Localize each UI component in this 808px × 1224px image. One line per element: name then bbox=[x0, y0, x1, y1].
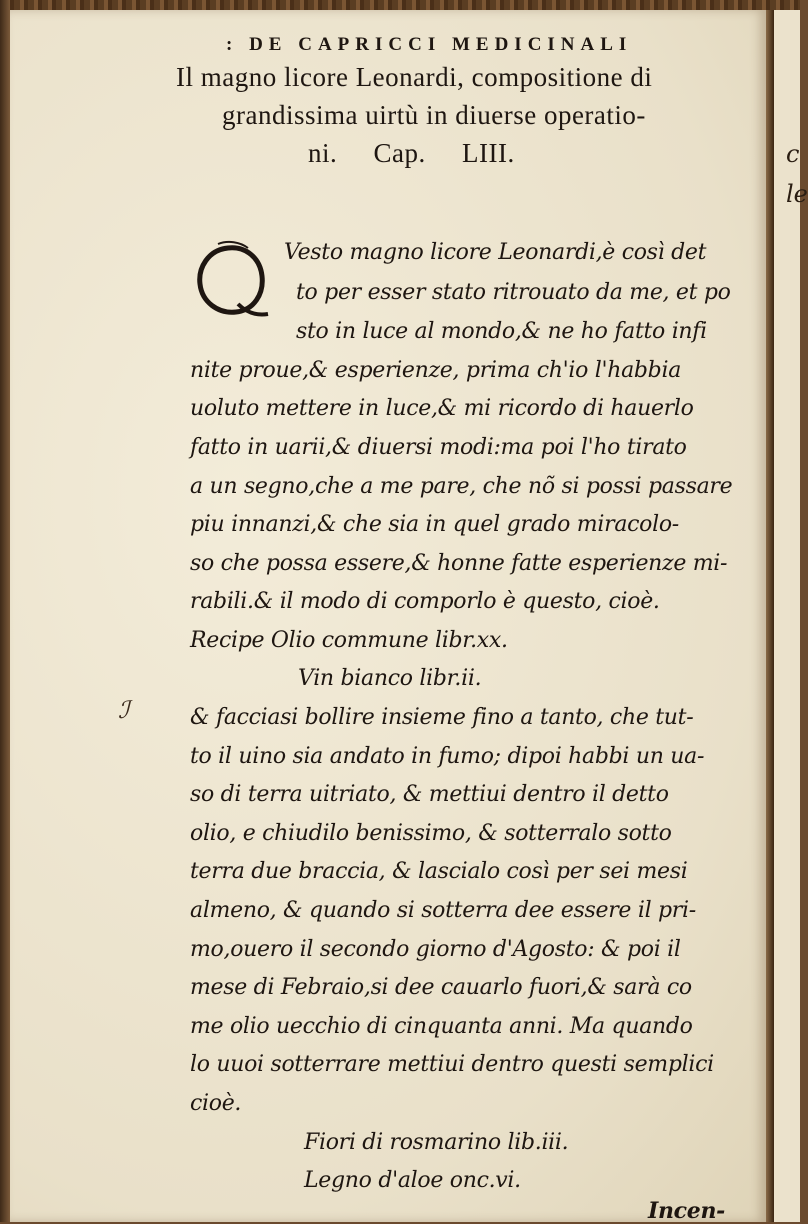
text-line: so che possa essere,& honne fatte esperienze mi- bbox=[190, 551, 728, 576]
book-left-edge bbox=[0, 0, 10, 1222]
facing-page-fragment: c bbox=[786, 140, 800, 168]
text-line: fatto in uarii,& diuersi modi:ma poi l'ho tirato bbox=[190, 435, 687, 460]
text-line: rabili.& il modo di comporlo è questo, cioè. bbox=[190, 589, 660, 614]
drop-cap-initial bbox=[188, 240, 274, 322]
text-line: olio, e chiudilo benissimo, & sotterralo sotto bbox=[190, 821, 672, 846]
chapter-title-line: ni. Cap. LIII. bbox=[308, 138, 515, 168]
text-line: piu innanzi,& che sia in quel grado miracolo- bbox=[190, 512, 679, 537]
chapter-title-line: grandissima uirtù in diuerse operatio- bbox=[222, 100, 646, 130]
text-line: a un segno,che a me pare, che nõ si possi passare bbox=[190, 474, 733, 499]
text-line: terra due braccia, & lascialo così per sei mesi bbox=[190, 859, 688, 884]
text-line: nite proue,& esperienze, prima ch'io l'habbia bbox=[190, 358, 682, 383]
drop-cap-letter: Q bbox=[216, 296, 217, 297]
recipe-ingredient: Vin bianco libr.ii. bbox=[298, 666, 482, 691]
text-line: cioè. bbox=[190, 1091, 242, 1116]
facing-page-edge bbox=[774, 10, 808, 1222]
recipe-ingredient: Fiori di rosmarino lib.iii. bbox=[304, 1130, 569, 1155]
book-gutter bbox=[766, 10, 774, 1222]
text-line: to per esser stato ritrouato da me, et po bbox=[296, 280, 731, 305]
facing-page-fragment: le bbox=[786, 180, 808, 208]
catchword: Incen- bbox=[648, 1198, 726, 1224]
running-head: : DE CAPRICCI MEDICINALI bbox=[226, 34, 633, 55]
text-line: Vesto magno licore Leonardi,è così det bbox=[284, 240, 707, 265]
text-line: sto in luce al mondo,& ne ho fatto infi bbox=[296, 319, 707, 344]
chapter-title-line: Il magno licore Leonardi, compositione di bbox=[176, 62, 653, 92]
recipe-line: Recipe Olio commune libr.xx. bbox=[190, 628, 508, 653]
marginal-mark: ℐ bbox=[118, 696, 130, 724]
recipe-ingredient: Legno d'aloe onc.vi. bbox=[304, 1168, 521, 1193]
text-line: to il uino sia andato in fumo; dipoi habbi un ua- bbox=[190, 744, 705, 769]
text-line: mo,ouero il secondo giorno d'Agosto: & poi il bbox=[190, 937, 681, 962]
text-line: mese di Febraio,si dee cauarlo fuori,& sarà co bbox=[190, 975, 692, 1000]
text-line: almeno, & quando si sotterra dee essere il pri- bbox=[190, 898, 696, 923]
text-line: so di terra uitriato, & mettiui dentro il detto bbox=[190, 782, 669, 807]
book-page bbox=[10, 10, 766, 1222]
text-line: & facciasi bollire insieme fino a tanto, che tut- bbox=[190, 705, 694, 730]
text-line: me olio uecchio di cinquanta anni. Ma quando bbox=[190, 1014, 693, 1039]
text-line: lo uuoi sotterrare mettiui dentro questi semplici bbox=[190, 1052, 714, 1077]
text-line: uoluto mettere in luce,& mi ricordo di hauerlo bbox=[190, 396, 694, 421]
